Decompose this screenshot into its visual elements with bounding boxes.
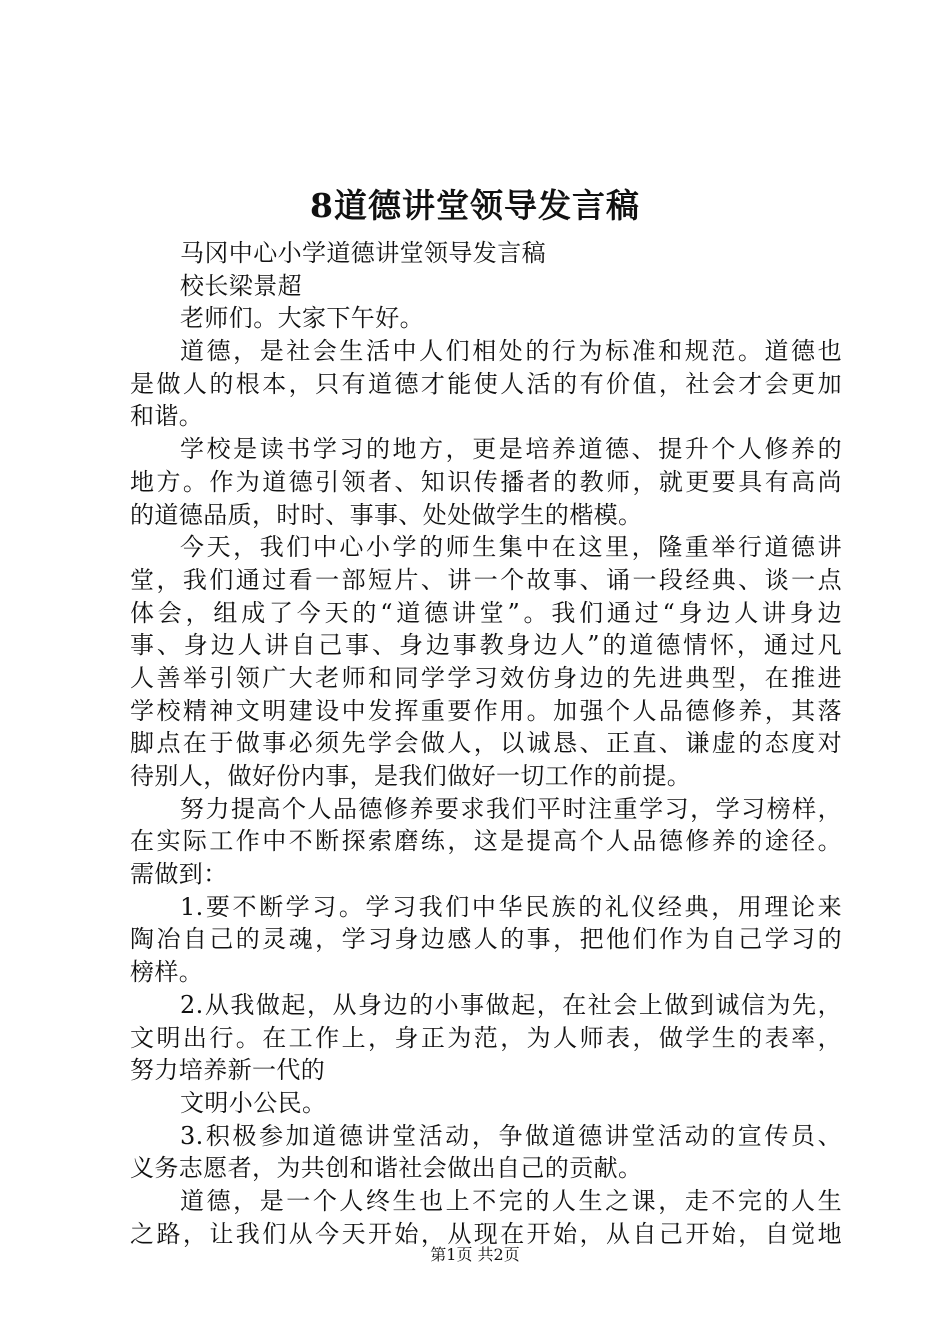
document-body (130, 237, 842, 1250)
text-line: 文明小公民。 (180, 1088, 327, 1117)
text-line: 今天，我们中心小学的师生集中在这里，隆重举行道德讲 (180, 533, 842, 562)
text-line: 义务志愿者，为共创和谐社会做出自己的贡献。 (130, 1154, 643, 1183)
text-line: 2.从我做起，从身边的小事做起，在社会上做到诚信为先， (180, 990, 842, 1019)
text-line: 努力提高个人品德修养要求我们平时注重学习，学习榜样， (180, 794, 842, 823)
text-line: 道德，是社会生活中人们相处的行为标准和规范。道德也 (180, 337, 842, 366)
text-line: 在实际工作中不断探索磨练，这是提高个人品德修养的途径。 (130, 827, 842, 856)
text-line: 体会，组成了今天的“道德讲堂”。我们通过“身边人讲身边 (130, 598, 842, 627)
text-line: 陶冶自己的灵魂，学习身边感人的事，把他们作为自己学习的 (130, 925, 842, 954)
text-line: 努力培养新一代的 (130, 1056, 326, 1085)
text-line: 3.积极参加道德讲堂活动，争做道德讲堂活动的宣传员、 (180, 1121, 842, 1150)
text-line: 人善举引领广大老师和同学学习效仿身边的先进典型，在推进 (130, 663, 842, 692)
text-line: 学校精神文明建设中发挥重要作用。加强个人品德修养，其落 (130, 696, 842, 725)
text-line: 老师们。大家下午好。 (180, 304, 424, 333)
document-title: 8道德讲堂领导发言稿 (310, 186, 640, 225)
text-line: 和谐。 (130, 402, 204, 431)
text-line: 脚点在于做事必须先学会做人，以诚恳、正直、谦虚的态度对 (130, 729, 842, 758)
text-line: 学校是读书学习的地方，更是培养道德、提升个人修养的 (180, 435, 842, 464)
text-line: 地方。作为道德引领者、知识传播者的教师，就更要具有高尚 (130, 467, 842, 496)
text-line: 待别人，做好份内事，是我们做好一切工作的前提。 (130, 762, 692, 790)
text-line: 校长梁景超 (180, 271, 302, 300)
text-line: 的道德品质，时时、事事、处处做学生的楷模。 (130, 500, 643, 529)
text-line: 之路，让我们从今天开始，从现在开始，从自己开始，自觉地 (130, 1219, 842, 1248)
page-footer: 第1页 共2页 (430, 1245, 520, 1264)
text-line: 马冈中心小学道德讲堂领导发言稿 (180, 239, 546, 267)
text-line: 堂，我们通过看一部短片、讲一个故事、诵一段经典、谈一点 (130, 565, 842, 594)
text-line: 文明出行。在工作上，身正为范，为人师表，做学生的表率， (130, 1023, 842, 1052)
text-line: 需做到： (130, 860, 228, 889)
text-line: 榜样。 (130, 958, 204, 987)
text-line: 1.要不断学习。学习我们中华民族的礼仪经典，用理论来 (180, 892, 842, 921)
text-line: 是做人的根本，只有道德才能使人活的有价值，社会才会更加 (130, 369, 842, 398)
text-line: 事、身边人讲自己事、身边事教身边人”的道德情怀，通过凡 (130, 631, 842, 660)
text-line: 道德，是一个人终生也上不完的人生之课，走不完的人生 (180, 1186, 842, 1215)
